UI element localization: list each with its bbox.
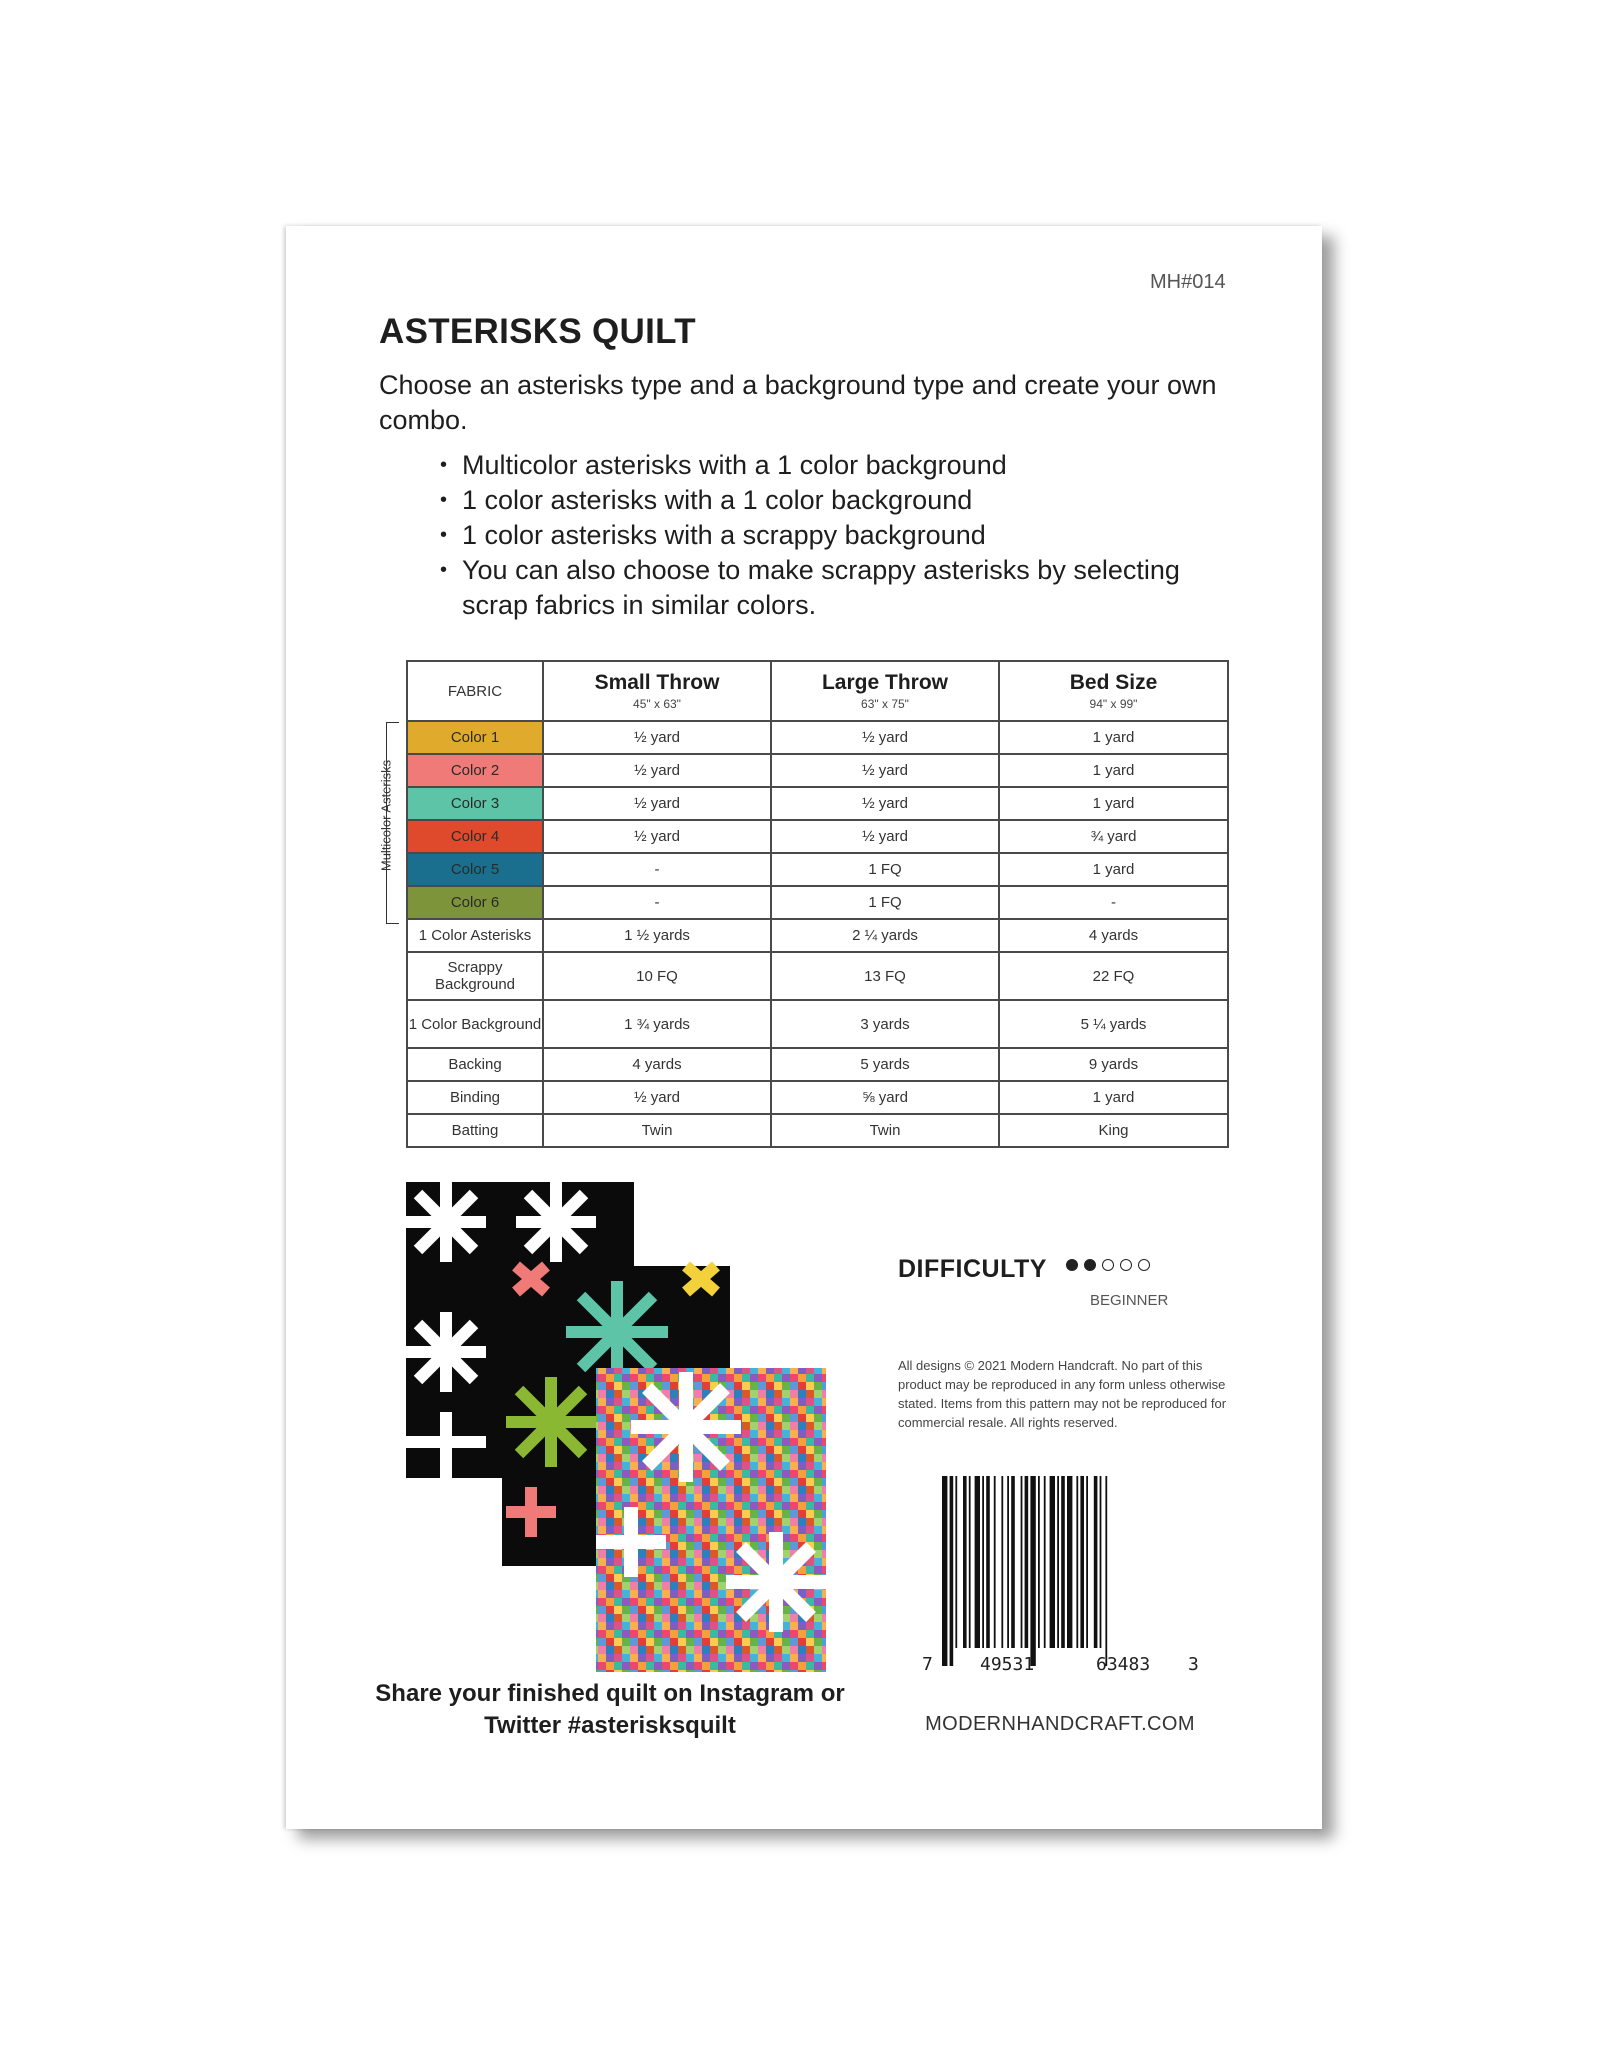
barcode-digit-group: 49531 bbox=[980, 1654, 1035, 1675]
size-header bbox=[771, 661, 999, 721]
table-row bbox=[407, 1000, 1228, 1048]
yardage-cell: ½ yard bbox=[543, 787, 771, 820]
yardage-cell: ½ yard bbox=[543, 1081, 771, 1114]
barcode-bar bbox=[955, 1476, 957, 1648]
table-row bbox=[407, 853, 1228, 886]
barcode-bar bbox=[1038, 1476, 1040, 1648]
yardage-cell: 1 yard bbox=[999, 721, 1228, 754]
table-row bbox=[407, 919, 1228, 952]
fabric-name-cell: Color 1 bbox=[407, 721, 543, 754]
difficulty-dot-empty bbox=[1138, 1259, 1150, 1271]
difficulty-dot-empty bbox=[1120, 1259, 1132, 1271]
yardage-cell: 1 yard bbox=[999, 787, 1228, 820]
yardage-cell: ½ yard bbox=[543, 721, 771, 754]
table-row bbox=[407, 1081, 1228, 1114]
yardage-cell: 13 FQ bbox=[771, 952, 999, 1000]
barcode-bar bbox=[1086, 1476, 1088, 1648]
size-header bbox=[543, 661, 771, 721]
barcode-bar bbox=[1030, 1476, 1035, 1666]
yardage-cell: 4 yards bbox=[543, 1048, 771, 1081]
table-row bbox=[407, 754, 1228, 787]
yardage-cell: King bbox=[999, 1114, 1228, 1147]
barcode-digit-group: 3 bbox=[1188, 1654, 1199, 1675]
yardage-cell: 1 yard bbox=[999, 853, 1228, 886]
fabric-name-cell: Binding bbox=[407, 1081, 543, 1114]
barcode-bar bbox=[969, 1476, 971, 1648]
fabric-name-cell: Color 4 bbox=[407, 820, 543, 853]
barcode-bar bbox=[975, 1476, 980, 1648]
difficulty-label: DIFFICULTY bbox=[898, 1255, 1047, 1283]
yardage-cell: 2 ¼ yards bbox=[771, 919, 999, 952]
yardage-cell: Twin bbox=[771, 1114, 999, 1147]
barcode-bar bbox=[1061, 1476, 1065, 1648]
barcode-bar bbox=[986, 1476, 990, 1648]
barcode-bar bbox=[1094, 1476, 1098, 1648]
option-list-item: • 1 color asterisks with a 1 color background bbox=[434, 483, 1194, 518]
barcode-bar bbox=[1076, 1476, 1078, 1648]
option-list bbox=[434, 448, 1194, 623]
quilt-images bbox=[406, 1182, 826, 1672]
barcode-bar bbox=[1050, 1476, 1055, 1648]
size-dims: 94" x 99" bbox=[1089, 697, 1138, 711]
yardage-cell: ½ yard bbox=[543, 754, 771, 787]
yardage-cell: 5 ¼ yards bbox=[999, 1000, 1228, 1048]
fabric-name-cell: Backing bbox=[407, 1048, 543, 1081]
barcode-bar bbox=[1080, 1476, 1084, 1648]
yardage-cell: ½ yard bbox=[771, 820, 999, 853]
barcode-digit-group: 63483 bbox=[1096, 1654, 1151, 1675]
yardage-cell: ½ yard bbox=[771, 721, 999, 754]
yardage-cell: 1 ½ yards bbox=[543, 919, 771, 952]
difficulty-dot-empty bbox=[1102, 1259, 1114, 1271]
fabric-name-cell: Color 6 bbox=[407, 886, 543, 919]
size-header bbox=[999, 661, 1228, 721]
barcode-bar bbox=[1044, 1476, 1046, 1648]
yardage-cell: ½ yard bbox=[543, 820, 771, 853]
yardage-cell: - bbox=[543, 853, 771, 886]
size-name: Bed Size bbox=[1069, 671, 1158, 694]
table-row bbox=[407, 1114, 1228, 1147]
barcode-bar bbox=[982, 1476, 984, 1648]
fabric-name-cell: Color 3 bbox=[407, 787, 543, 820]
fabric-name-cell: Color 5 bbox=[407, 853, 543, 886]
option-list-item: • 1 color asterisks with a scrappy background bbox=[434, 518, 1194, 553]
table-row bbox=[407, 820, 1228, 853]
barcode-bar bbox=[1007, 1476, 1009, 1648]
yardage-cell: 3 yards bbox=[771, 1000, 999, 1048]
fabric-name-cell: Scrappy Background bbox=[407, 952, 543, 1000]
difficulty-dot-filled bbox=[1084, 1259, 1096, 1271]
size-name: Small Throw bbox=[594, 671, 720, 694]
yardage-cell: 4 yards bbox=[999, 919, 1228, 952]
option-list-item: • You can also choose to make scrappy asterisks by selecting scrap fabrics in similar colors. bbox=[434, 553, 1194, 623]
fabric-name-cell: Batting bbox=[407, 1114, 543, 1147]
table-row bbox=[407, 1048, 1228, 1081]
barcode-bar bbox=[1100, 1476, 1102, 1648]
barcode bbox=[942, 1476, 1188, 1666]
yardage-cell: 22 FQ bbox=[999, 952, 1228, 1000]
barcode-bar bbox=[1067, 1476, 1072, 1648]
pattern-code: MH#014 bbox=[1150, 271, 1226, 293]
yardage-cell: ¾ yard bbox=[999, 820, 1228, 853]
table-row bbox=[407, 787, 1228, 820]
scrappy-background-asterisks-quilt bbox=[596, 1368, 826, 1672]
fabric-requirements-table bbox=[406, 660, 1229, 1148]
barcode-bar bbox=[950, 1476, 954, 1666]
barcode-bar bbox=[1011, 1476, 1015, 1648]
yardage-cell: 9 yards bbox=[999, 1048, 1228, 1081]
yardage-cell: 1 FQ bbox=[771, 853, 999, 886]
copyright-notice: All designs © 2021 Modern Handcraft. No part of this product may be reproduced in any form unless otherwise stated. Items from this pattern may not be reproduced for commercial resale. All rights reserved. bbox=[898, 1358, 1227, 1430]
barcode-bar bbox=[1105, 1476, 1107, 1666]
barcode-bar bbox=[1025, 1476, 1029, 1648]
barcode-bar bbox=[1001, 1476, 1003, 1648]
fabric-name-cell: Color 2 bbox=[407, 754, 543, 787]
difficulty-rating bbox=[1066, 1259, 1150, 1271]
yardage-cell: ½ yard bbox=[771, 754, 999, 787]
yardage-cell: 5 yards bbox=[771, 1048, 999, 1081]
barcode-bar bbox=[963, 1476, 967, 1648]
difficulty-dot-filled bbox=[1066, 1259, 1078, 1271]
size-name: Large Throw bbox=[821, 671, 948, 694]
barcode-bar bbox=[1021, 1476, 1023, 1648]
yardage-cell: 1 FQ bbox=[771, 886, 999, 919]
size-dims: 63" x 75" bbox=[861, 697, 909, 711]
website-url: MODERNHANDCRAFT.COM bbox=[925, 1713, 1195, 1735]
option-list-item: • Multicolor asterisks with a 1 color background bbox=[434, 448, 1194, 483]
barcode-bar bbox=[942, 1476, 947, 1666]
table-header-row bbox=[407, 661, 1228, 721]
barcode-bar bbox=[994, 1476, 996, 1648]
fabric-name-cell: 1 Color Asterisks bbox=[407, 919, 543, 952]
barcode-digits bbox=[922, 1654, 1212, 1680]
fabric-column-header: FABRIC bbox=[407, 661, 543, 721]
table-row bbox=[407, 721, 1228, 754]
share-text: Share your finished quilt on Instagram or Twitter #asterisksquilt bbox=[375, 1680, 845, 1739]
yardage-cell: Twin bbox=[543, 1114, 771, 1147]
yardage-cell: ½ yard bbox=[771, 787, 999, 820]
yardage-cell: 1 yard bbox=[999, 1081, 1228, 1114]
barcode-digit-group: 7 bbox=[922, 1654, 933, 1675]
yardage-cell: - bbox=[999, 886, 1228, 919]
multicolor-side-label: Multicolor Asterisks bbox=[378, 759, 394, 872]
intro-text: Choose an asterisks type and a background type and create your own combo. bbox=[379, 370, 1217, 435]
yardage-cell: ⅝ yard bbox=[771, 1081, 999, 1114]
size-dims: 45" x 63" bbox=[633, 697, 681, 711]
page-title: ASTERISKS QUILT bbox=[379, 312, 696, 351]
table-row bbox=[407, 952, 1228, 1000]
yardage-cell: 10 FQ bbox=[543, 952, 771, 1000]
yardage-cell: 1 ¾ yards bbox=[543, 1000, 771, 1048]
difficulty-level: BEGINNER bbox=[1090, 1292, 1169, 1309]
table-row bbox=[407, 886, 1228, 919]
barcode-bar bbox=[1057, 1476, 1059, 1648]
yardage-cell: - bbox=[543, 886, 771, 919]
yardage-cell: 1 yard bbox=[999, 754, 1228, 787]
fabric-name-cell: 1 Color Background bbox=[407, 1000, 543, 1048]
